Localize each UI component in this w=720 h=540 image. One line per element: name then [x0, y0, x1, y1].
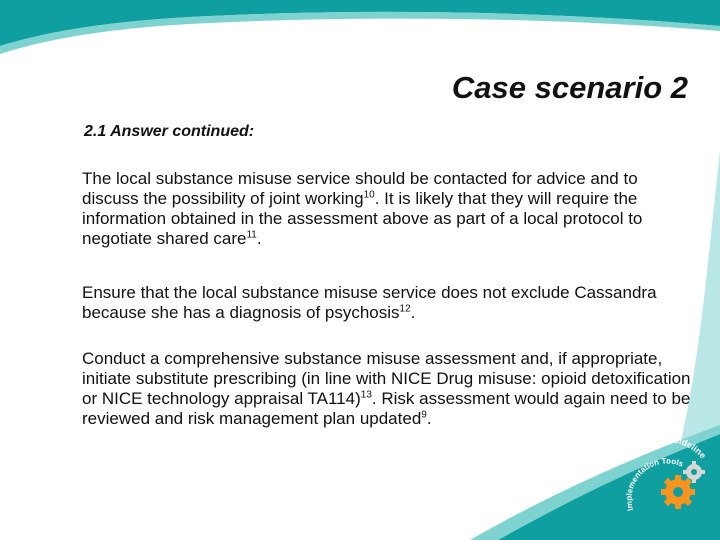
- paragraph-text: Conduct a comprehensive substance misuse assessment and, if appropriate, initiate substitute prescribing (in line with NICE Drug misuse: opioid detoxification or NICE technology appraisal TA114): [82, 349, 691, 408]
- paragraph-text: .: [426, 409, 432, 428]
- reference-superscript: 11: [246, 229, 257, 241]
- answer-paragraph-3: [82, 349, 694, 429]
- paragraph-text: .: [410, 303, 416, 322]
- paragraph-text: Ensure that the local substance misuse service does not exclude Cassandra because she has a diagnosis of psychosis: [82, 283, 657, 322]
- reference-superscript: 12: [399, 303, 411, 315]
- paragraph-text: The local substance misuse service should be contacted for advice and to discuss the possibility of joint working: [82, 169, 638, 208]
- slide-subtitle: 2.1 Answer continued:: [84, 123, 255, 140]
- reference-superscript: 13: [360, 389, 372, 401]
- slide-title: Case scenario 2: [451, 70, 688, 105]
- orange-gear-icon: [661, 475, 695, 509]
- clinical-guideline-badge: [612, 434, 720, 540]
- badge-text-line1: Clinical Guideline: [629, 434, 709, 461]
- reference-superscript: 9: [421, 409, 427, 421]
- gears-icon: [661, 461, 705, 509]
- paragraph-text: .: [256, 229, 262, 248]
- answer-paragraph-1: [82, 169, 694, 249]
- reference-superscript: 10: [363, 189, 375, 201]
- paragraph-text: . Risk assessment would again need to be reviewed and risk management plan updated: [82, 389, 691, 428]
- answer-paragraph-2: [82, 283, 694, 323]
- badge-text-line2: Implementation Tools: [624, 456, 685, 512]
- paragraph-text: . It is likely that they will require the information obtained in the assessment above as part of a local protocol to negotiate shared care: [82, 189, 643, 248]
